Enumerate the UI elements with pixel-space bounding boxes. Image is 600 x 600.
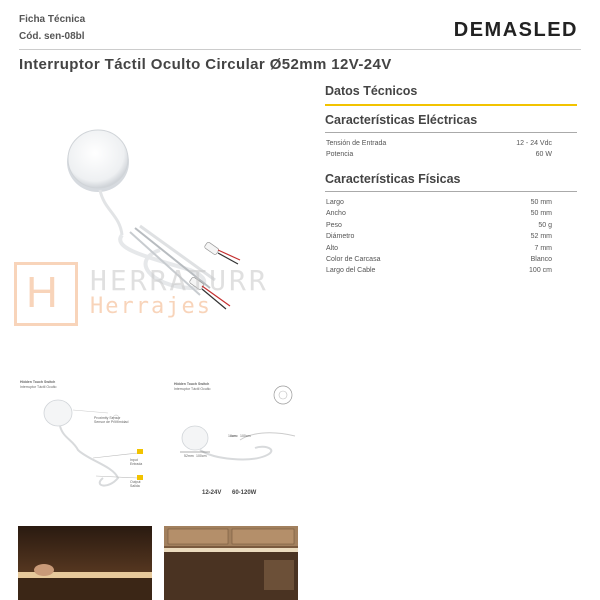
product-title: Interruptor Táctil Oculto Circular Ø52mm 12V-24V [19,56,392,73]
spec-label: Ancho [326,210,346,218]
cable-length-label-2: 100cm [240,434,251,438]
spec-label: Color de Carcasa [326,256,381,264]
spec-value: 50 mm [530,210,552,218]
watermark-subtitle: Herrajes [90,294,212,319]
diagram-dimensions-drawing [170,378,310,498]
spec-label: Diámetro [326,233,355,241]
table-row [326,208,578,219]
output-label-es: Salida [130,484,140,488]
table-row [326,243,578,254]
doc-type-label: Ficha Técnica [19,14,86,25]
table-row [326,197,578,208]
fisicas-heading: Características Físicas [325,172,461,186]
spec-value: 100 cm [529,267,552,275]
spec-value: 52 mm [530,233,552,241]
fisicas-table [326,197,578,277]
spec-label: Largo del Cable [326,267,376,275]
diameter-label: 52mm [184,454,194,458]
diagram-subtitle: Interruptor Táctil Oculto [174,387,211,391]
proximity-label: Proximity Sensor [94,416,121,420]
electricas-heading: Características Eléctricas [325,113,478,127]
brand-logo: DEMASLED [453,19,578,41]
table-row [326,265,578,276]
datos-tecnicos-underline [325,104,577,106]
spec-value: 7 mm [534,244,552,252]
input-label: Input [130,458,138,462]
header-divider [19,49,581,50]
spec-label: Tensión de Entrada [326,140,387,147]
watermark [14,262,314,332]
table-row [326,149,578,160]
spec-value: 60 W [535,151,552,159]
spec-label: Alto [326,244,339,252]
output-label: Output [130,480,141,484]
watermark-brand: HERRATURR [90,264,269,297]
spec-value: 12 - 24 Vdc [516,140,552,147]
watermark-letter: H [26,268,58,317]
spec-label: Largo [326,199,344,206]
table-row [326,138,578,149]
cable-length-label: 10cm [228,434,237,438]
table-row [326,231,578,242]
datos-tecnicos-heading: Datos Técnicos [325,84,418,98]
electricas-table [326,138,578,161]
fisicas-divider [325,191,577,192]
diagram-dimensions [170,378,310,498]
spec-value: 50 mm [530,199,552,206]
spec-value: Blanco [530,256,552,264]
diagram-subtitle: Interruptor Táctil Oculto [20,385,57,389]
application-photo-1 [18,526,152,600]
diagram-title: Hidden Touch Switch [20,380,56,384]
spec-value: 50 g [538,221,552,229]
table-row [326,254,578,265]
input-label-es: Entrada [130,462,143,466]
table-row [326,220,578,231]
product-code: Cód. sen-08bl [19,31,85,42]
spec-label: Potencia [326,151,354,159]
diameter-label-2: 100cm [196,454,207,458]
spec-label: Peso [326,221,342,229]
power-label: 60-120W [232,490,257,496]
voltage-label: 12-24V [202,490,222,496]
diagram-connections [18,378,158,498]
electricas-divider [325,132,577,133]
diagram-title: Hidden Touch Switch [174,382,210,386]
application-photo-2 [164,526,298,600]
proximity-label-es: Sensor de Proximidad [94,420,129,424]
